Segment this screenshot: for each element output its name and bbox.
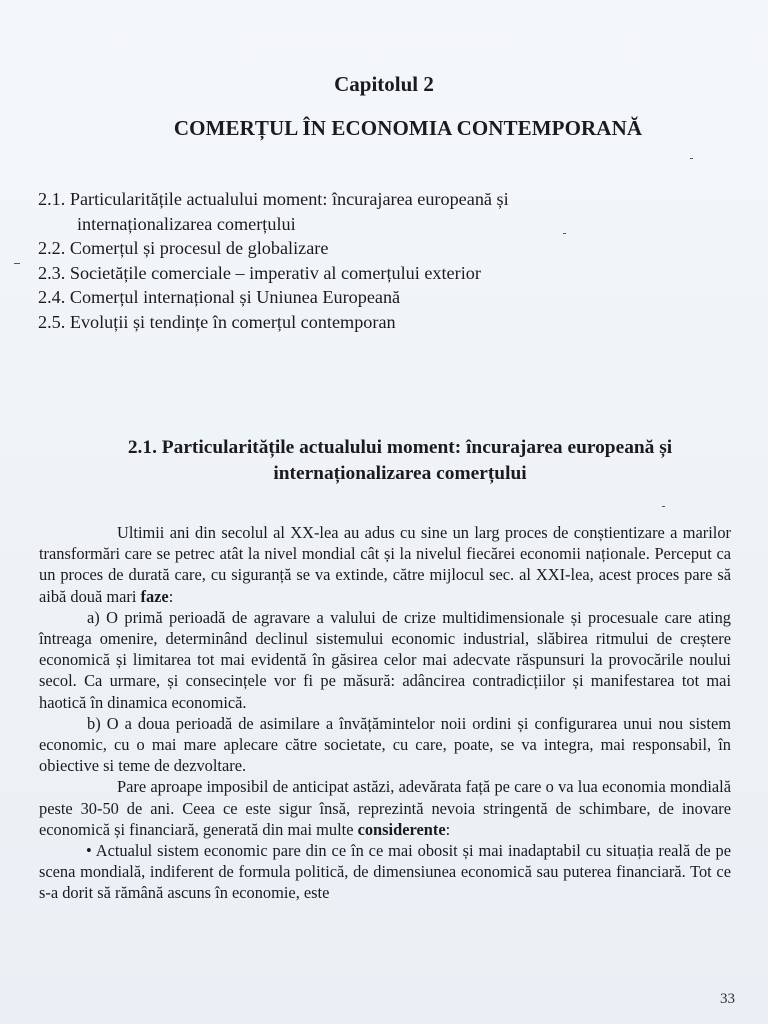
bullet-paragraph: • Actualul sistem economic pare din ce în ce mai obosit și mai inadaptabil cu situația reală de pe scena mondială, indiferent de formula politică, de dimensiunea economică sau puterea financiară. Tot ce s-a dorit să rămână ascuns în economie, este [39,841,731,903]
section-heading-line: 2.1. Particularitățile actualului moment: încurajarea europeană și [127,437,673,458]
toc-item: 2.3. Societățile comerciale – imperativ al comerțului exterior [38,262,481,283]
paragraph [39,522,731,607]
toc-item-continuation: internaționalizarea comerțului [77,213,296,234]
section-heading-line: internaționalizarea comerțului [273,463,527,484]
paragraph-text: : [445,819,451,839]
scan-speck [662,506,665,507]
toc-item: 2.5. Evoluții și tendințe în comerțul contemporan [38,311,396,332]
chapter-title: COMERȚUL ÎN ECONOMIA CONTEMPORANĂ [173,116,643,140]
toc-item: 2.2. Comerțul și procesul de globalizare [38,238,329,258]
paragraph-text: : [168,586,174,606]
toc-item: 2.1. Particularitățile actualului moment: încurajarea europeană și [38,189,509,209]
body-text [39,522,731,904]
chapter-label: Capitolul 2 [334,72,434,96]
bold-term: faze [140,586,169,606]
scan-speck [690,158,693,159]
paragraph [39,776,731,840]
bold-term: considerente [357,819,446,839]
paragraph-item-b: b) O a doua perioadă de asimilare a învățămintelor noii ordini și configurarea unui nou sistem economic, cu o mai mare aplecare către societate, cu care, poate, se va integra, mai responsabil, în obiective si teme de dezvoltare. [39,713,731,776]
paragraph-text: Pare aproape imposibil de anticipat astăzi, adevărata față pe care o va lua economia mondială peste 30-50 de ani. Ceea ce este sigur însă, reprezintă nevoia stringentă de schimbare, de inovare economică și financiară, generată din mai multe [39,777,731,839]
paragraph-text: Ultimii ani din secolul al XX-lea au adus cu sine un larg proces de conștientizare a marilor transformări care se petrec atât la nivel mondial cât și la nivelul fiecărei economii naționale. Perceput ca un proces de durată care, cu siguranță se va extinde, către mijlocul sec. al XXI-lea, acest proces pare să aibă două mari [39,523,731,606]
scan-speck [14,263,20,264]
paragraph-item-a: a) O primă perioadă de agravare a valului de crize multidimensionale și procesuale care ating întreaga omenire, determinând declinul sistemului economic industrial, slăbirea ritmului de creștere economică și limitarea tot mai evidentă în găsirea celor mai adecvate răspunsuri la provocările noului secol. Ca urmare, și consecințele vor fi pe măsură: adâncirea contradicțiilor și manifestarea tot mai haotică în dinamica economică. [39,607,731,712]
toc-item: 2.4. Comerțul internațional și Uniunea Europeană [38,287,401,307]
section-heading [40,435,760,487]
table-of-contents [38,187,738,334]
page-number: 33 [720,991,735,1007]
